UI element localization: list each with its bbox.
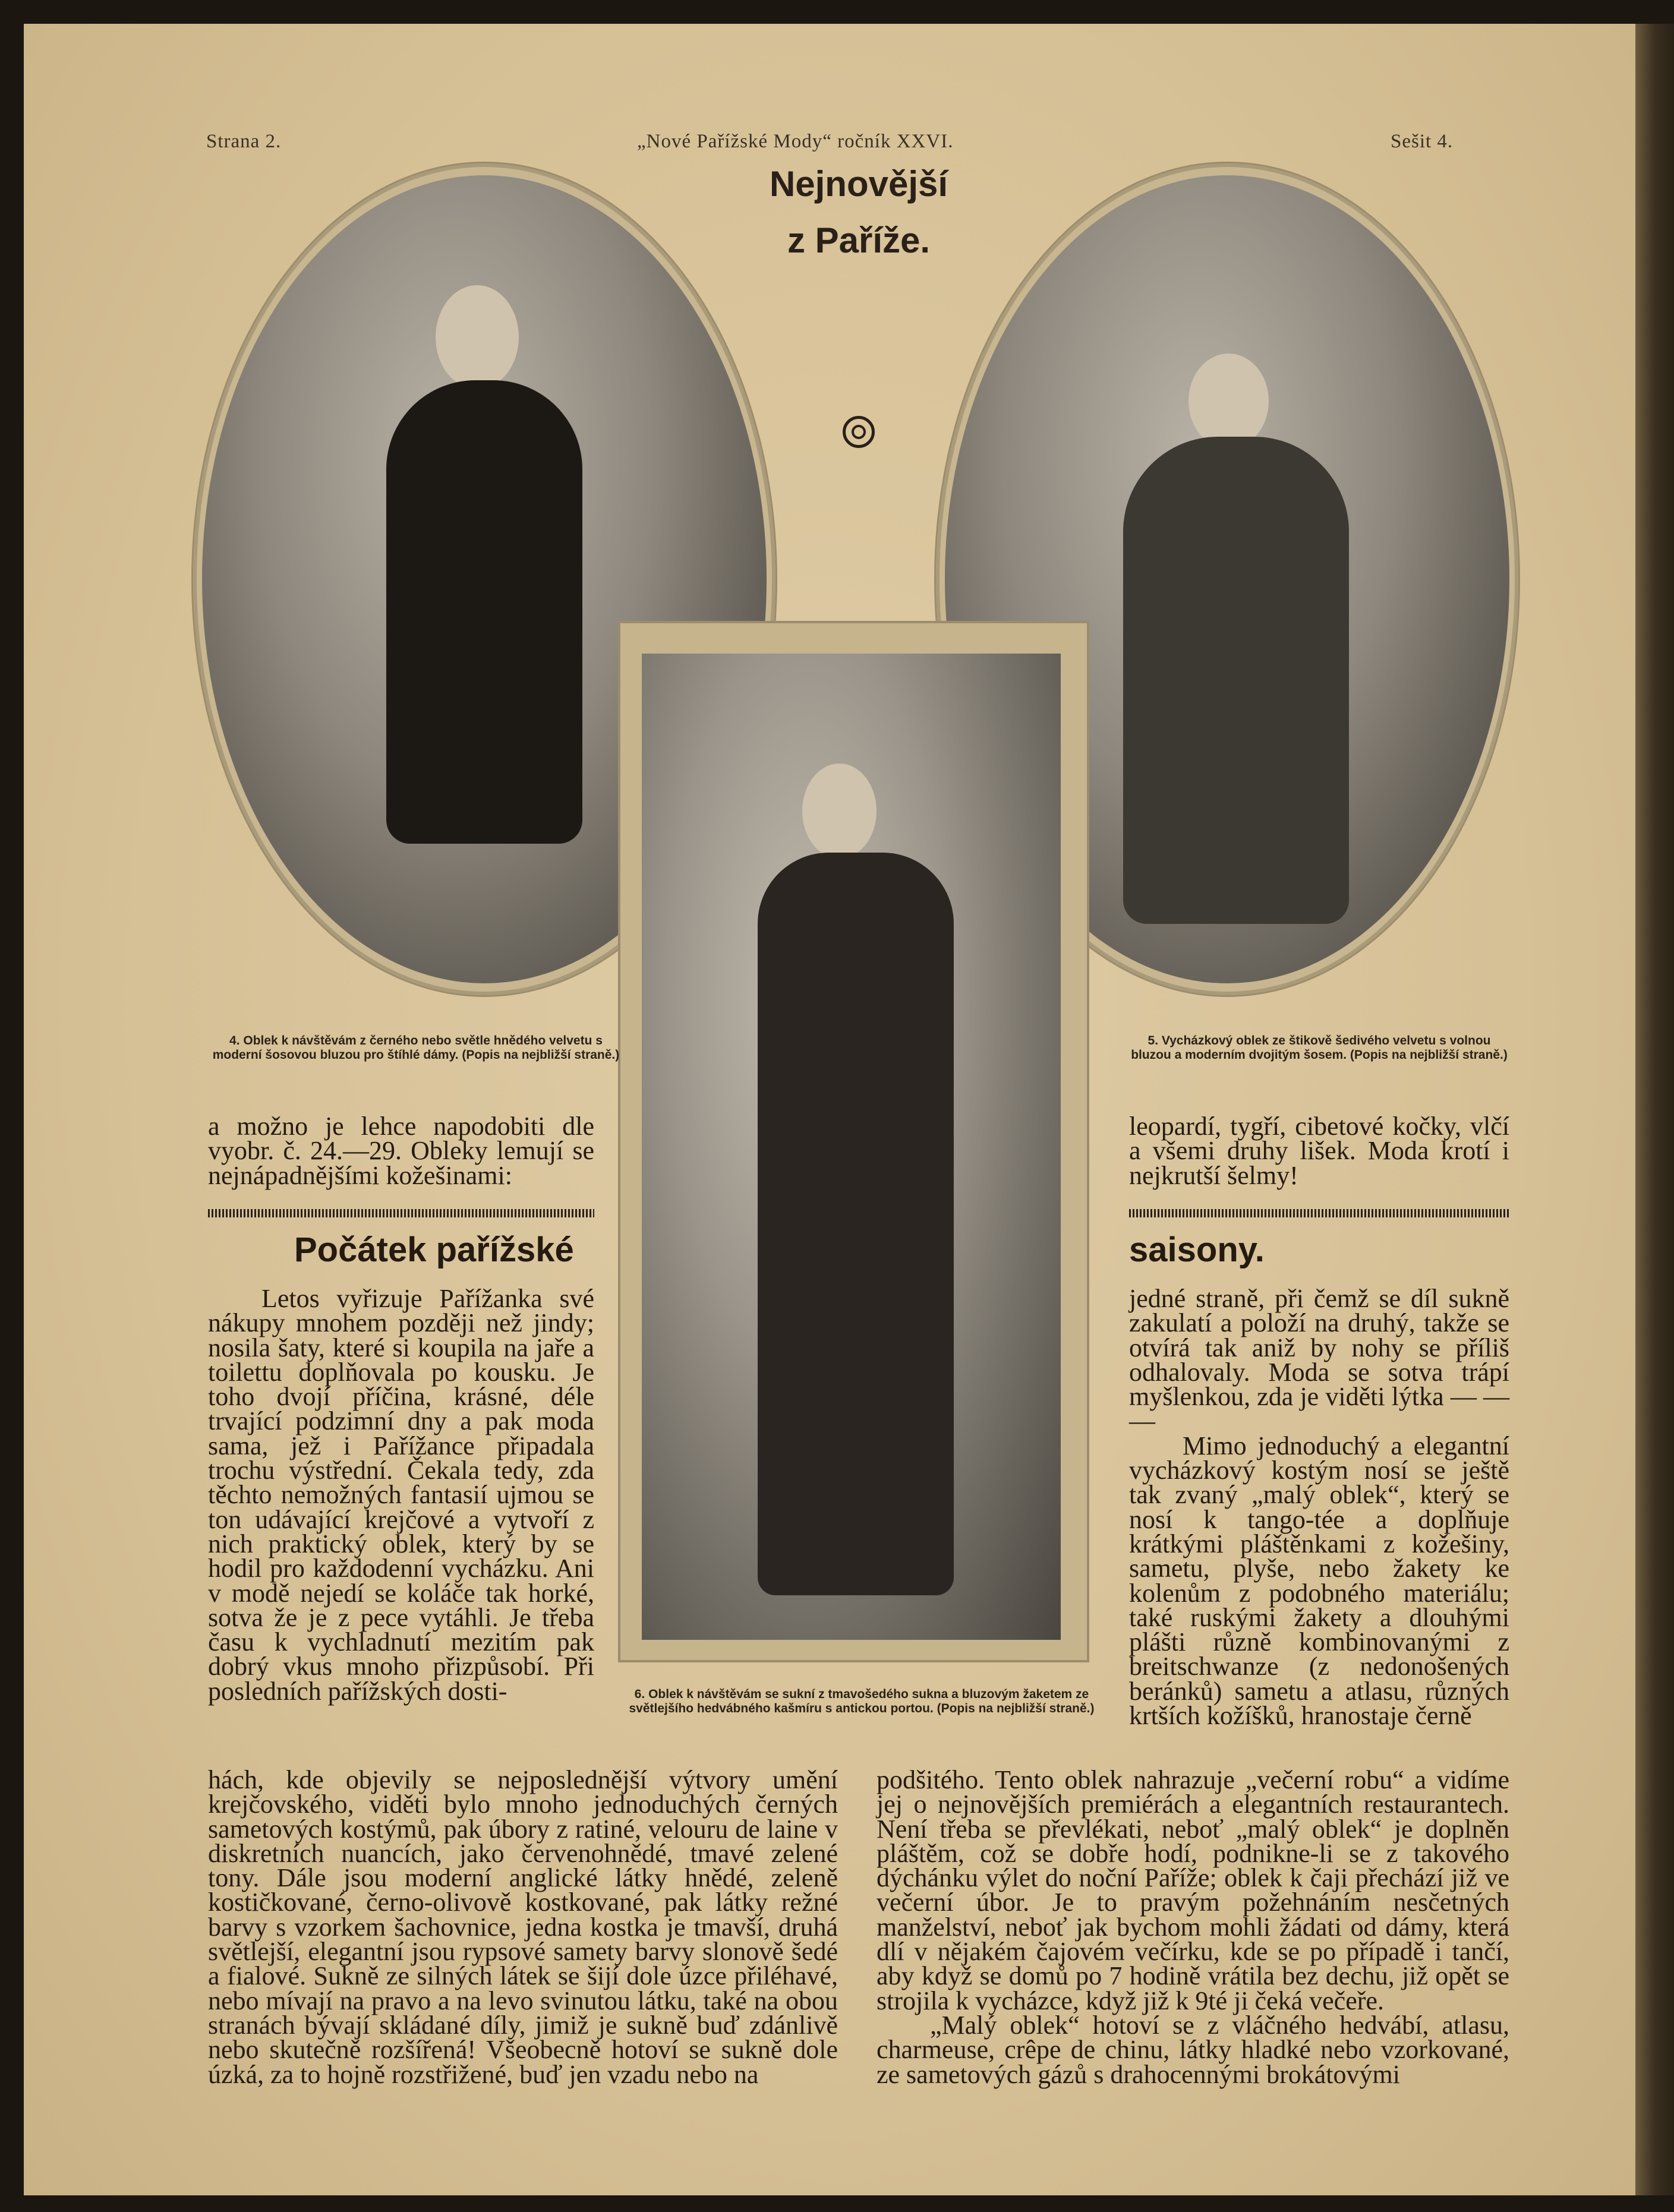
intro-text-right: leopardí, tygří, cibetové kočky, vlčí a všemi druhy lišek. Moda krotí i nejkrutší šelmy!: [1129, 1112, 1509, 1190]
caption-figure-4: 4. Oblek k návštěvám z černého nebo světle hnědého velvetu s moderní šosovou bluzou pro štíhlé dámy. (Popis na nejbližší straně.): [212, 1034, 620, 1062]
magazine-title-header: „Nové Pařížské Mody“ ročník XXVI.: [637, 131, 954, 152]
figure-dress: [386, 380, 582, 844]
binding-edge: [1635, 24, 1674, 2195]
article-paragraph: jedné straně, při čemž se díl sukně zakulatí a položí na druhý, takže se otvírá tak aniž by nohy se příliš odhalovaly. Moda se sotva trápí myšlenkou, zda je viděti lýtka — — —: [1129, 1284, 1509, 1436]
figure-dress: [758, 853, 954, 1595]
article-headline-part1: Počátek pařížské: [294, 1230, 574, 1269]
page-title-line1: Nejnovější: [769, 164, 948, 204]
article-headline-part2: saisony.: [1129, 1230, 1265, 1269]
photo-center-woman-silk-jacket: [642, 654, 1061, 1640]
decorative-divider-left: [208, 1209, 594, 1217]
article-column-left: Letos vyřizuje Pařížanka své nákupy mnohem později než jindy; nosila šaty, které si koupila na jaře a toilettu doplňovala po kousku. Je toho dvojí příčina, krásné, déle trvající podzimní dny a pak moda sama, jež i Pařížance připadala trochu výstřední. Čekala tedy, zda těchto nemožných fantasií ujmou se ton udávající krejčové a vytvoří z nich praktický oblek, který by se hodil pro každodenní vycházku. Ani v modě nejedí se koláče tak horké, sotva že je z pece vytáhli. Je třeba času k vychladnutí mezitím pak dobrý vkus mnoho přizpůsobí. Při posledních pařížských dosti-: [208, 1284, 594, 1706]
article-paragraph: podšitého. Tento oblek nahrazuje „večerní robu“ a vidíme jej o nejnovějších premiérách a elegantních restaurantech. Není třeba se převlékati, neboť „malý oblek“ je doplněn pláštěm, což se dobře hodí, podnikne-li se z takového dýchánku výlet do noční Paříže; oblek k čaji přechází již ve večerní úbor. Je to pravým požehnáním nesčetných manželství, neboť jak bychom mohli žádati od dámy, která dlí v nějakém čajovém večírku, kde se po případě i tančí, aby když se domů po 7 hodině vrátila bez dechu, již opět se strojila k vycházce, když již k 9té ji čeká večeře.: [877, 1765, 1509, 2015]
page-number: Strana 2.: [206, 131, 282, 152]
figure-face: [436, 285, 519, 389]
article-column-right: [1129, 1284, 1509, 1731]
intro-text-left: a možno je lehce napodobiti dle vyobr. č. 24.—29. Obleky lemují se nejnápadnějšími kožešinami:: [208, 1112, 594, 1190]
figure-face: [802, 763, 877, 859]
decorative-divider-right: [1129, 1209, 1509, 1217]
magazine-page: [24, 24, 1635, 2195]
figure-face: [1188, 354, 1269, 449]
concentric-circle-ornament-icon: [843, 416, 875, 448]
article-bottom-right: [877, 1765, 1509, 2089]
figure-dress: [1123, 437, 1349, 924]
caption-figure-6: 6. Oblek k návštěvám se sukní z tmavošedého sukna a bluzovým žaketem ze světlejšího hedvábného kašmíru s antickou portou. (Popis na nejbližší straně.): [629, 1687, 1095, 1715]
article-paragraph: Mimo jednoduchý a elegantní vycházkový kostým nosí se ještě tak zvaný „malý oblek“, který se nosí k tango-tée a doplňuje krátkými pláštěnkami z kožešiny, sametu, plyše, nebo žakety ke kolenům z podobného materiálu; také ruskými žakety a dlouhými plášti různě kombinovanými z breitschwanze (z nedonošených beránků) sametu a atlasu, různých krtších kožíšků, hranostaje černě: [1129, 1431, 1509, 1731]
page-title-line2: z Paříže.: [787, 220, 931, 260]
article-bottom-left: hách, kde objevily se nejposlednější výtvory umění krejčovského, viděti bylo mnoho jednoduchých černých sametových kostýmů, pak úbory z ratiné, velouru de laine v diskretních nuancích, jako červenohnědé, tmavé zelené tony. Dále jsou moderní anglické látky hnědé, zeleně kostičkované, černo-olivově kostkované, pak látky režné barvy s vzorkem šachovnice, jedna kostka je tmavší, druhá světlejší, elegantní jsou rypsové samety barvy slonově šedé a fialové. Sukně ze silných látek se šijí dole úzce přiléhavé, nebo mívají na pravo a na levo svinutou látku, také na obou stranách bývají skládané díly, jimiž je sukně buď zdánlivě nebo skutečně rozšířená! Všeobecně hotoví se sukně dole úzká, za to hojně rozstřižené, buď jen vzadu nebo na: [208, 1765, 838, 2089]
article-paragraph: „Malý oblek“ hotoví se z vláčného hedvábí, atlasu, charmeuse, crêpe de chinu, látky hladké nebo vzorkované, ze sametových gázů s drahocennými brokátovými: [877, 2010, 1509, 2089]
issue-number: Sešit 4.: [1391, 131, 1454, 152]
caption-figure-5: 5. Vycházkový oblek ze štikově šedivého velvetu s volnou bluzou a moderním dvojitým šosem. (Popis na nejbližší straně.): [1131, 1034, 1508, 1062]
